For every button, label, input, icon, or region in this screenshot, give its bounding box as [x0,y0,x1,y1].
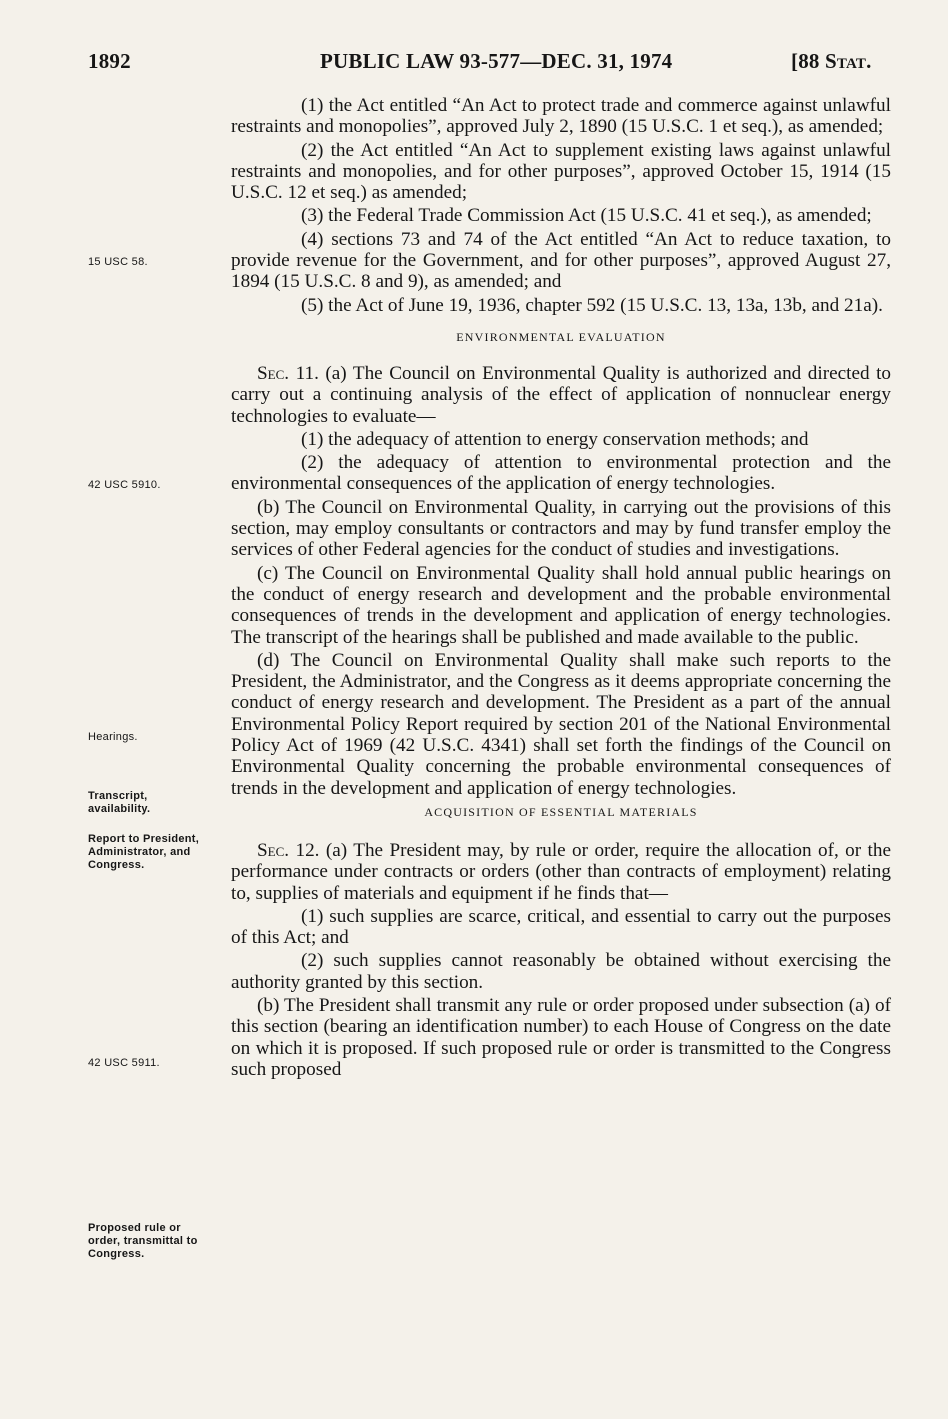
margin-note-report: Report to President, Administrator, and Congress. [88,833,200,871]
margin-note-proposed-rule: Proposed rule or order, transmittal to Congress. [88,1222,198,1260]
section-12-label: Sec. 12. [257,839,320,861]
section-heading-acquisition: ACQUISITION OF ESSENTIAL MATERIALS [424,804,698,819]
paragraph-5: (5) the Act of June 19, 1936, chapter 592 (15 U.S.C. 13, 13a, 13b, and 21a). [301,294,883,316]
paragraph-4: (4) sections 73 and 74 of the Act entitled “An Act to reduce taxation, to provide revenue for the Government, and for other purposes”, approved August 27, 1894 (15 U.S.C. 8 and 9), as amended; and [231,228,891,293]
section-11-label: Sec. 11. [257,362,319,384]
section-11a-2: (2) the adequacy of attention to environmental protection and the environmental consequences of the application of energy technologies. [231,452,891,495]
section-12a-2: (2) such supplies cannot reasonably be obtained without exercising the authority granted by this section. [231,950,891,993]
statute-reference [791,49,872,74]
statute-reference-word: Stat. [825,49,872,73]
section-11b: (b) The Council on Environmental Quality, in carrying out the provisions of this section, may employ consultants or contractors and may by fund transfer employ the services of other Federal agencies for the conduct of studies and investigations. [231,496,891,561]
margin-note-42-usc-5910: 42 USC 5910. [88,479,161,491]
margin-note-42-usc-5911: 42 USC 5911. [88,1057,160,1069]
section-11d: (d) The Council on Environmental Quality shall make such reports to the President, the Administrator, and the Congress as it deems appropriate concerning the conduct of energy research and development. The President as a part of the annual Environmental Policy Report required by section 201 of the National Environmental Policy Act of 1969 (42 U.S.C. 4341) shall set forth the findings of the Council on Environmental Quality concerning the probable environmental consequences of trends in the development and application of energy technologies. [231,649,891,799]
margin-note-transcript: Transcript, availability. [88,790,151,815]
section-12b: (b) The President shall transmit any rule or order proposed under subsection (a) of this section (bearing an identification number) to each House of Congress on the date on which it is proposed. If such proposed rule or order is transmitted to the Congress such proposed [231,994,891,1080]
body-text [231,95,891,1082]
section-12a-text: (a) The President may, by rule or order, require the allocation of, or the performance under contracts or orders (other than contracts of employment) relating to, supplies of materials and equipment if he finds that— [231,839,891,904]
section-12a-1: (1) such supplies are scarce, critical, and essential to carry out the purposes of this Act; and [231,905,891,949]
margin-note-hearings: Hearings. [88,731,138,743]
section-12a [231,840,891,904]
section-11c: (c) The Council on Environmental Quality shall hold annual public hearings on the conduct of energy research and development and the probable environmental consequences of trends in the development and application of energy technologies. The transcript of the hearings shall be published and made available to the public. [231,562,891,648]
margin-note-15-usc-58: 15 USC 58. [88,256,148,268]
page-title: PUBLIC LAW 93-577—DEC. 31, 1974 [320,49,673,73]
section-11a-1: (1) the adequacy of attention to energy conservation methods; and [301,428,809,450]
paragraph-2: (2) the Act entitled “An Act to supplement existing laws against unlawful restraints and monopolies, and for other purposes”, approved October 15, 1914 (15 U.S.C. 12 et seq.) as amended; [231,139,891,204]
section-11a [231,363,891,427]
statute-reference-prefix: [88 [791,49,826,73]
section-11a-text: (a) The Council on Environmental Quality is authorized and directed to carry out a continuing analysis of the effect of application of nonnuclear energy technologies to evaluate— [231,362,891,427]
page-number: 1892 [88,49,131,73]
paragraph-3: (3) the Federal Trade Commission Act (15 U.S.C. 41 et seq.), as amended; [301,205,872,227]
section-heading-environmental-evaluation: ENVIRONMENTAL EVALUATION [456,329,666,344]
paragraph-1: (1) the Act entitled “An Act to protect trade and commerce against unlawful restraints and monopolies”, approved July 2, 1890 (15 U.S.C. 1 et seq.), as amended; [231,95,891,138]
